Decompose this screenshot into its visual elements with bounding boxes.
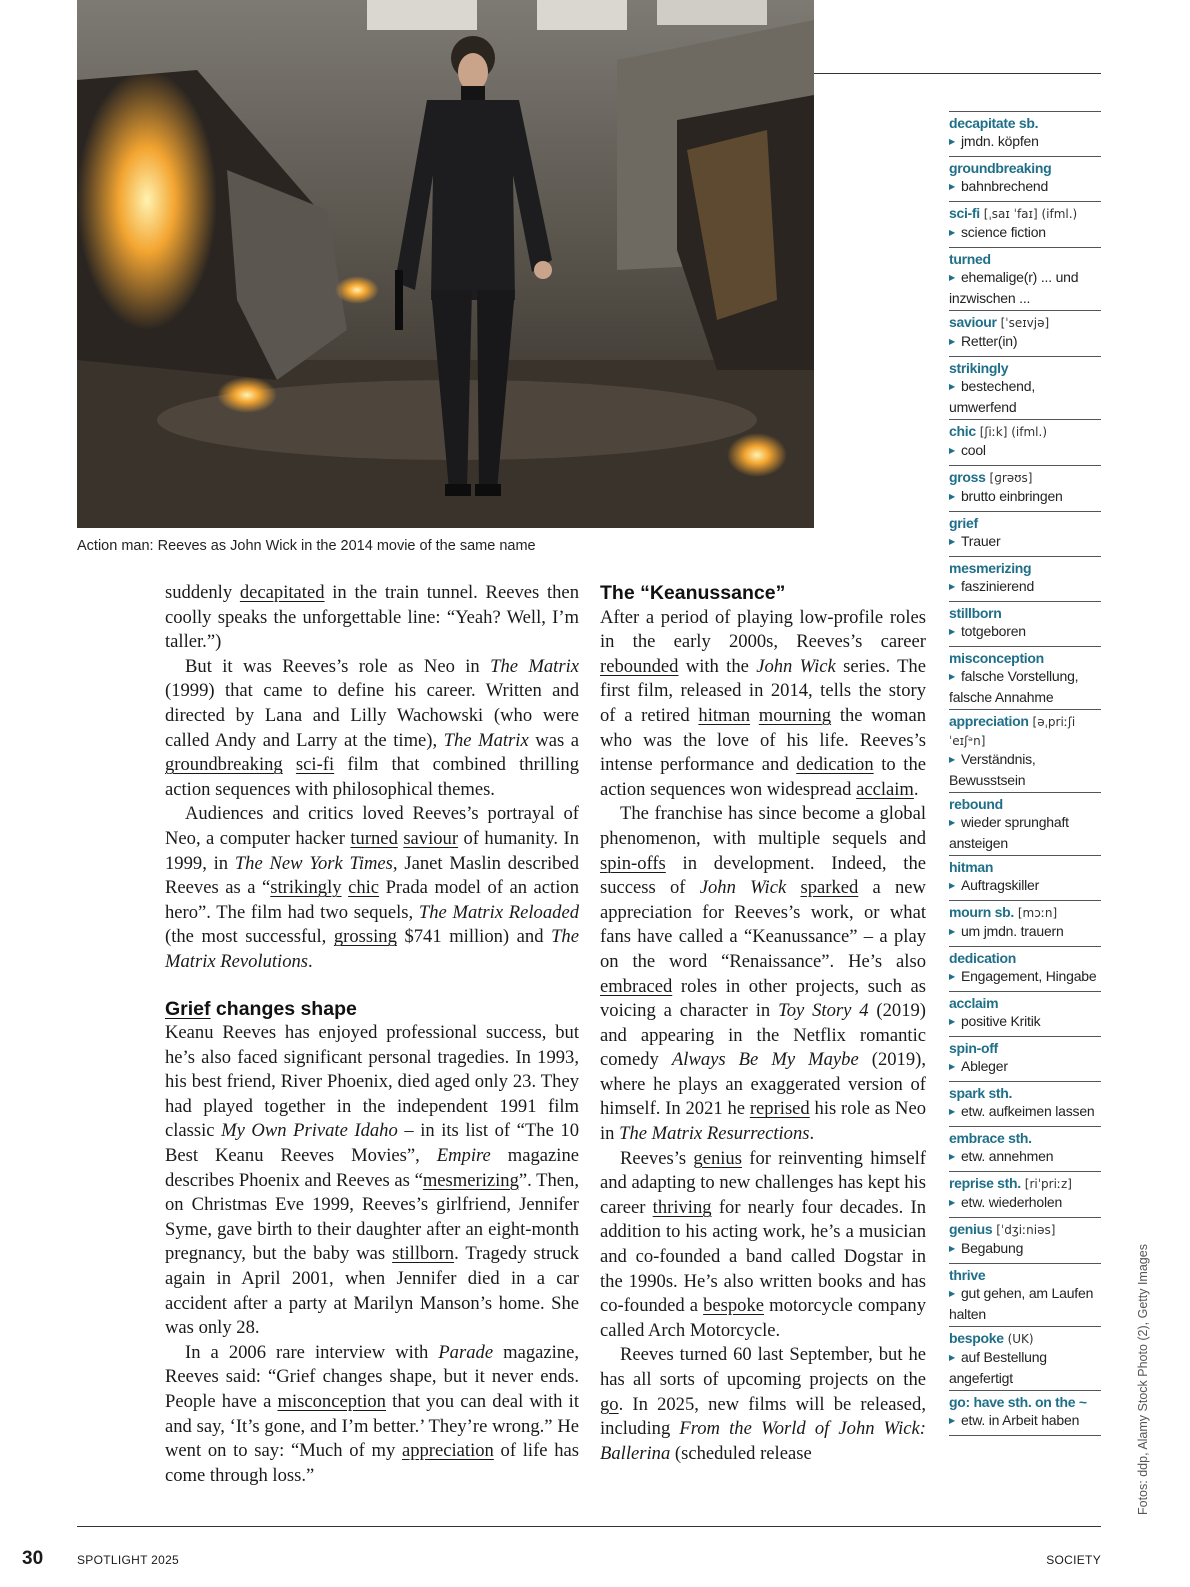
glossary-entry (949, 1391, 1101, 1436)
glossary-term: appreciation (949, 713, 1029, 729)
vocab-grossing: grossing (333, 926, 397, 948)
glossary-term: decapitate sb. (949, 115, 1039, 131)
glossary-definition: ▶ auf Bestellung angefertigt (949, 1348, 1101, 1387)
glossary-term: dedication (949, 950, 1017, 966)
glossary-term: saviour (949, 314, 997, 330)
vocab-genius: genius (693, 1147, 742, 1169)
glossary-term: spin-off (949, 1040, 998, 1056)
paragraph: suddenly decapitated in the train tunnel. Reeves then coolly speaks the unforgettable line: “Yeah? Well, I’m taller.”) (165, 582, 579, 653)
vocab-embraced: embraced (600, 975, 673, 997)
glossary-definition: ▶ um jmdn. trauern (949, 922, 1101, 943)
glossary-pronunciation: [ˌsaɪ ˈfaɪ] (ifml.) (983, 207, 1078, 221)
photo-illustration (77, 0, 814, 528)
glossary-entry (949, 793, 1101, 856)
glossary-pronunciation: [riˈpriːz] (1024, 1177, 1072, 1191)
glossary-entry (949, 157, 1101, 202)
vocab-sparked: sparked (800, 877, 859, 899)
vocab-sci-fi: sci-fi (295, 754, 335, 776)
glossary-term: turned (949, 251, 991, 267)
vocab-bespoke: bespoke (703, 1295, 765, 1317)
vocab-stillborn: stillborn (392, 1243, 455, 1265)
glossary-definition: ▶ gut gehen, am Laufen halten (949, 1284, 1101, 1323)
vocab-spin-offs: spin-offs (600, 852, 666, 874)
subheading-keanussance: The “Keanussance” (600, 582, 786, 604)
glossary-pronunciation: [ˈseɪvjə] (1000, 316, 1050, 330)
glossary-entry (949, 1127, 1101, 1172)
glossary-term: mesmerizing (949, 560, 1032, 576)
glossary-term: embrace sth. (949, 1130, 1032, 1146)
glossary-entry (949, 557, 1101, 602)
vocab-rebounded: rebounded (600, 655, 679, 677)
paragraph: Reeves’s genius for reinventing himself and adapting to new challenges has kept his career thriving for nearly four decades. In addition to his acting work, he’s a musician and co-founded a band called Dogstar in the 1990s. He’s also written books and has co-founded a bespoke motorcycle company called Arch Motorcycle. (600, 1147, 926, 1341)
glossary-term: sci-fi (949, 205, 980, 221)
glossary-entry (949, 202, 1101, 248)
glossary-entry (949, 420, 1101, 466)
glossary-entry (949, 647, 1101, 710)
paragraph: The franchise has since become a global phenomenon, with multiple sequels and spin-offs in development. Indeed, the success of John Wick sparked a new appreciation for Reeves’s work, or what fans have called a “Keanussance” – a play on the word “Renaissance”. He’s also embraced roles in other projects, such as voicing a character in Toy Story 4 (2019) and appearing in the Netflix romantic comedy Always Be My Maybe (2019), where he plays an exaggerated version of himself. In 2021 he reprised his role as Neo in The Matrix Resurrections. (600, 803, 926, 1145)
vocab-decapitated: decapitated (239, 582, 325, 603)
subheading-grief: Grief changes shape (165, 997, 357, 1020)
glossary-term: reprise sth. (949, 1175, 1021, 1191)
glossary-definition: ▶ wieder sprunghaft ansteigen (949, 813, 1101, 852)
glossary-entry (949, 1037, 1101, 1082)
vocab-strikingly: strikingly (270, 877, 342, 899)
photo-caption: Action man: Reeves as John Wick in the 2014 movie of the same name (77, 538, 536, 554)
paragraph: In a 2006 rare interview with Parade magazine, Reeves said: “Grief changes shape, but it never ends. People have a misconception that you can deal with it and say, ‘It’s gone, and I’m better.’ They’re wrong.” He went on to say: “Much of my appreciation of life has come through loss.” (165, 1341, 579, 1486)
glossary-entry (949, 1264, 1101, 1327)
vocab-go: go (600, 1393, 619, 1415)
vocab-appreciation: appreciation (401, 1440, 494, 1462)
glossary-pronunciation: [ʃiːk] (ifml.) (979, 425, 1048, 439)
glossary-entry (949, 357, 1101, 420)
glossary-term: spark sth. (949, 1085, 1013, 1101)
glossary-definition: ▶ bahnbrechend (949, 177, 1101, 198)
photo-credit: Fotos: ddp, Alamy Stock Photo (2), Getty Images (1136, 1244, 1150, 1515)
section-name: SOCIETY (1046, 1553, 1101, 1567)
glossary-term: bespoke (949, 1330, 1004, 1346)
glossary-term: mourn sb. (949, 904, 1014, 920)
glossary-entry (949, 947, 1101, 992)
vocab-saviour: saviour (403, 827, 459, 849)
vocab-groundbreaking: groundbreaking (165, 754, 283, 776)
vocab-acclaim: acclaim (856, 778, 914, 800)
glossary-definition: ▶ Auftragskiller (949, 876, 1101, 897)
glossary-definition: ▶ Retter(in) (949, 332, 1101, 353)
vocab-misconception: misconception (277, 1391, 386, 1412)
glossary-definition: ▶ etw. wiederholen (949, 1193, 1101, 1214)
glossary-term: gross (949, 469, 986, 485)
top-rule (814, 73, 1101, 74)
page-number: 30 (22, 1548, 44, 1569)
glossary-definition: ▶ science fiction (949, 223, 1101, 244)
glossary-entry (949, 248, 1101, 311)
glossary-term: groundbreaking (949, 160, 1052, 176)
glossary-term: thrive (949, 1267, 986, 1283)
vocab-mourning: mourning (758, 704, 832, 726)
glossary-entry (949, 112, 1101, 157)
glossary-entry (949, 992, 1101, 1037)
paragraph: Keanu Reeves has enjoyed professional success, but he’s also faced significant personal tragedies. In 1993, his best friend, River Phoenix, died aged only 23. They had played together in the independent 1991 film classic My Own Private Idaho – in its list of “The 10 Best Keanu Reeves Movies”, Empire magazine describes Phoenix and Reeves as “mesmerizing”. Then, on Christmas Eve 1999, Reeves’s girlfriend, Jennifer Syme, gave birth to their daughter after an eight-month pregnancy, but the baby was stillborn. Tragedy struck again in April 2001, when Jennifer died in a car accident after a party at Marilyn Manson’s home. She was only 28. (165, 1022, 579, 1339)
glossary-definition: ▶ cool (949, 441, 1101, 462)
glossary-entry (949, 512, 1101, 557)
glossary-entry (949, 856, 1101, 901)
glossary-definition: ▶ brutto einbringen (949, 487, 1101, 508)
paragraph: But it was Reeves’s role as Neo in The Matrix (1999) that came to define his career. Written and directed by Lana and Lilly Wachowski (who were called Andy and Larry at the time), The Matrix was a groundbreaking sci-fi film that combined thrilling action sequences with philosophical themes. (165, 655, 579, 800)
glossary-pronunciation: (UK) (1007, 1332, 1034, 1346)
article-column-2 (600, 581, 926, 1466)
glossary-entry (949, 1327, 1101, 1391)
glossary-definition: ▶ ehemalige(r) ... und inzwischen ... (949, 268, 1101, 307)
glossary-pronunciation: [mɔːn] (1017, 906, 1058, 920)
glossary-definition: ▶ Begabung (949, 1239, 1101, 1260)
glossary-entry (949, 602, 1101, 647)
glossary-definition: ▶ falsche Vorstellung, falsche Annahme (949, 667, 1101, 706)
glossary-definition: ▶ Ableger (949, 1057, 1101, 1078)
glossary-entry (949, 710, 1101, 793)
glossary-entry (949, 466, 1101, 512)
glossary-term: grief (949, 515, 978, 531)
glossary-term: stillborn (949, 605, 1002, 621)
glossary-term: strikingly (949, 360, 1009, 376)
glossary-entry (949, 1218, 1101, 1264)
glossary-entry (949, 311, 1101, 357)
glossary-sidebar (949, 111, 1101, 1436)
paragraph: After a period of playing low-profile roles in the early 2000s, Reeves’s career rebounded with the John Wick series. The first film, released in 2014, tells the story of a retired hitman mourning the woman who was the love of his life. Reeves’s intense performance and dedication to the action sequences won widespread acclaim. (600, 606, 926, 800)
vocab-hitman: hitman (698, 704, 751, 726)
article-column-1 (165, 581, 579, 1488)
paragraph: Audiences and critics loved Reeves’s portrayal of Neo, a computer hacker turned saviour of humanity. In 1999, in The New York Times, Janet Maslin described Reeves as a “strikingly chic Prada model of an action hero”. The film had two sequels, The Matrix Reloaded (the most successful, grossing $741 million) and The Matrix Revolutions. (165, 803, 580, 972)
glossary-definition: ▶ Verständnis, Bewusstsein (949, 750, 1101, 789)
vocab-grief: Grief (165, 997, 211, 1020)
glossary-term: acclaim (949, 995, 999, 1011)
glossary-definition: ▶ Engagement, Hingabe (949, 967, 1101, 988)
vocab-reprised: reprised (749, 1098, 810, 1120)
glossary-pronunciation: [ɡrəʊs] (989, 471, 1033, 485)
hero-photo (77, 0, 814, 528)
glossary-entry (949, 1172, 1101, 1218)
glossary-entry (949, 901, 1101, 947)
glossary-term: go: have sth. on the ~ (949, 1394, 1087, 1410)
glossary-pronunciation: [əˌpriːʃiˈeɪʃᵊn] (949, 715, 1076, 748)
glossary-definition: ▶ etw. in Arbeit haben (949, 1411, 1101, 1432)
paragraph: Reeves turned 60 last September, but he has all sorts of upcoming projects on the go. In 2025, new films will be released, including From the World of John Wick: Ballerina (scheduled release (600, 1344, 926, 1464)
glossary-definition: ▶ totgeboren (949, 622, 1101, 643)
glossary-entry (949, 1082, 1101, 1127)
vocab-mesmerizing: mesmerizing (422, 1169, 519, 1191)
vocab-chic: chic (348, 877, 380, 899)
publication-name: SPOTLIGHT 2025 (77, 1553, 180, 1567)
vocab-thriving: thriving (652, 1196, 712, 1218)
glossary-definition: ▶ faszinierend (949, 577, 1101, 598)
glossary-definition: ▶ positive Kritik (949, 1012, 1101, 1033)
glossary-definition: ▶ bestechend, umwerfend (949, 377, 1101, 416)
bottom-rule (77, 1526, 1101, 1527)
glossary-definition: ▶ Trauer (949, 532, 1101, 553)
glossary-pronunciation: [ˈdʒiːniəs] (996, 1223, 1056, 1237)
glossary-definition: ▶ jmdn. köpfen (949, 132, 1101, 153)
glossary-term: chic (949, 423, 976, 439)
glossary-definition: ▶ etw. aufkeimen lassen (949, 1102, 1101, 1123)
vocab-turned: turned (350, 827, 398, 849)
glossary-term: genius (949, 1221, 993, 1237)
glossary-definition: ▶ etw. annehmen (949, 1147, 1101, 1168)
glossary-term: misconception (949, 650, 1044, 666)
glossary-term: rebound (949, 796, 1003, 812)
glossary-term: hitman (949, 859, 994, 875)
vocab-dedication: dedication (796, 754, 874, 776)
